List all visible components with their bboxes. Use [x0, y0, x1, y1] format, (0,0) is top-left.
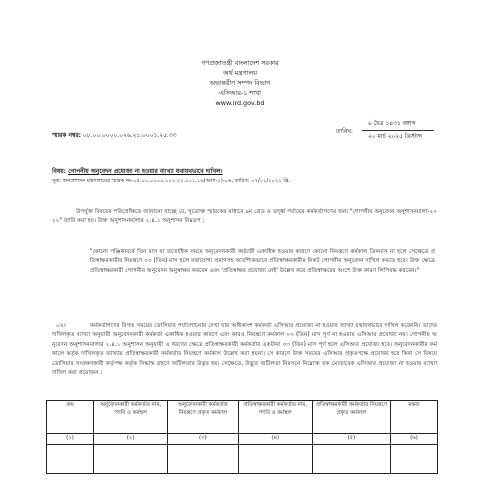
table-numbering-row: [47, 434, 438, 445]
explanation-table: [46, 400, 438, 474]
paragraph-2-number: ০২।: [56, 323, 66, 329]
table-cell: [391, 444, 438, 473]
letterhead-division: অভ্যন্তরীণ সম্পদ বিভাগ: [209, 79, 271, 87]
table-cell-number: (২): [93, 434, 167, 445]
table-cell-number: (১): [47, 434, 94, 445]
memo-label: স্মারক নম্বর:: [52, 133, 82, 139]
subject-label: বিষয়:: [52, 169, 67, 175]
date-label: তারিখ:: [336, 129, 353, 135]
table-cell-number: (৫): [312, 434, 390, 445]
memo-number: ০৮.০০.০০০০.০২৬.২১.০০০১.২৫.৩৩: [82, 133, 177, 139]
table-cell-number: (৬): [391, 434, 438, 445]
table-cell: [312, 444, 390, 473]
letterhead-ministry: অর্থ মন্ত্রণালয়: [223, 69, 257, 77]
letterhead-section: এসিআর-১ শাখা: [218, 89, 262, 97]
table-cell-number: (৩): [168, 434, 238, 445]
date-bangla: ৬ চৈত্র ১৪৩১ বঙ্গাব্দ: [368, 121, 416, 127]
table-header-reporting-period: অনুবেদনকারী কর্মকর্তার নিয়ন্ত্রণে প্রকৃত কর্মকাল: [168, 401, 238, 434]
subject-line: [52, 168, 223, 177]
table-header-row: [47, 401, 438, 434]
table-cell: [93, 444, 167, 473]
paragraph-2-text: কর্মকর্তাগণের বিগত সময়ের ডোসিয়ার পর্যালোচনায় দেখা যায় অধিকাংশ কর্মকর্তা এসিআর প্রযোজ্য না হওয়ার ব্যাখ্যা যথাযথভাবে দাখিল করেননি। তাদের দাখিলকৃত ব্যাখ্যা অনুযায়ী অনুবেদনকারী কর্মকর্তা একাধিক হওয়ার কারণে এবং কারও নিয়ন্ত্রণে কর্মকাল ০৩ (তিন) মাস পূর্ণ না হওয়ায় এসিআর প্রযোজ্য নয়। গোপনীয় অনুবেদন অনুশাসনমালার ২.৪.১ অনুশাসন অনুযায়ী এ ধরণের ক্ষেত্রে প্রতিস্বাক্ষরকারী কর্মকর্তার একটানা ০৩ (তিন) মাস পূর্ণ হলে এসিআর প্রযোজ্য হবে। অনুবেদনকারীর কর্মকালে কর্তৃক দাখিলকৃত ব্যাখ্যায় প্রতিস্বাক্ষরকারী কর্মকর্তার নিয়ন্ত্রণে কর্মকাল উল্লেখ করা হয়না। সে কারণে উক্ত সময়ের এসিআর প্রকৃতপক্ষে প্রযোজ্য হবে কিনা সে বিষয়ে ডোসিয়ার সংরক্ষণকারী কর্তৃপক্ষ কর্তৃক সিদ্ধান্ত গ্রহণে জটিলতার উদ্ভব হয়। সেক্ষেত্রে, উদ্ভূত জটিলতা নিরসনে নিম্নোক্ত ছক মোতাবেক এসিআর প্রযোজ্য না হওয়ার ব্যাখ্যা দাখিল করা প্রয়োজন :: [52, 323, 437, 377]
table-cell: [47, 444, 94, 473]
table-cell: [238, 444, 312, 473]
table-cell-number: (৪): [238, 434, 312, 445]
date-divider: [362, 130, 434, 131]
date-english: ২০ মার্চ ২০২৫ খ্রিস্টাব্দ: [368, 134, 423, 140]
table-cell: [168, 444, 238, 473]
table-row: [47, 444, 438, 473]
table-header-remarks: মন্তব্য: [391, 401, 438, 434]
table-header-reporting-officer: অনুবেদনকারী কর্মকর্তার নাম, পদবি ও কর্মস্থল: [93, 401, 167, 434]
table-header-countersigning-officer: প্রতিস্বাক্ষরকারী কর্মকর্তার নাম, পদবি ও কর্মস্থল: [238, 401, 312, 434]
paragraph-intro: উপর্যুক্ত বিষয়ের পরিপ্রেক্ষিতে জানানো যাচ্ছে যে, সূত্রোক্ত স্মারকের মাধ্যমে ৯ম গ্রেড ও তদূর্ধ্ব পর্যায়ের কর্মকর্তাগণের জন্য "গোপনীয় অনুবেদন অনুশাসনমালা-২০২০" জারি করা হয়। উক্ত অনুশাসনমালার ২.৪.১ অনুশাসন নিম্নরূপ :: [52, 209, 437, 225]
memo-number-line: [52, 132, 176, 141]
table-header-serial: ক্রম: [47, 401, 94, 434]
table-header-countersigning-period: প্রতিস্বাক্ষরকারী কর্মকর্তার নিয়ন্ত্রণে প্রকৃত কর্মকাল: [312, 401, 390, 434]
quoted-provision: "কোনো পঞ্জিকাবর্ষে তিন মাস বা ততোধিক সময়ে অনুবেদনকারী কর্মচারী একাধিক হওয়ার কারণে কোনো নিয়ন্ত্রণে কর্মকাল তিনমাস না হলে সেক্ষেত্রে প্রতিস্বাক্ষরকারীর নিয়ন্ত্রণে ০৩ (তিন) মাস হলে যথাযোগ্য প্রমাণসহ আবশ্যিকভাবে প্রতিস্বাক্ষরকারীর নিকট গোপনীয় অনুবেদন দাখিল করতে হবে। উক্ত ক্ষেত্রে প্রতিস্বাক্ষরকারী গোপনীয় অনুবেদন অনুস্বাক্ষর করবেন এবং 'প্রতিস্বাক্ষর প্রযোজ্য নেই' উল্লেখ করে প্রতিস্বাক্ষরের অংশে উক্ত কারণ লিপিবদ্ধ করবেন।": [90, 249, 435, 274]
subject-text: গোপনীয় অনুবেদন প্রযোজ্য না হওয়ার ব্যাখ্যা যথাযথভাবে দাখিল।: [68, 169, 223, 175]
letterhead-government: গণপ্রজাতন্ত্রী বাংলাদেশ সরকার: [201, 59, 279, 67]
reference-line: সূত্র: জনপ্রশাসন মন্ত্রণালয়ের স্মারক নং-০৫.০০.০০০০.১০২.২২.০০১.১৬(অংশ-১)-০৬, তারিখ: ০৭/০১/২০২১ খ্রি.: [52, 178, 291, 184]
letterhead-website: www.ird.gov.bd: [215, 99, 265, 107]
